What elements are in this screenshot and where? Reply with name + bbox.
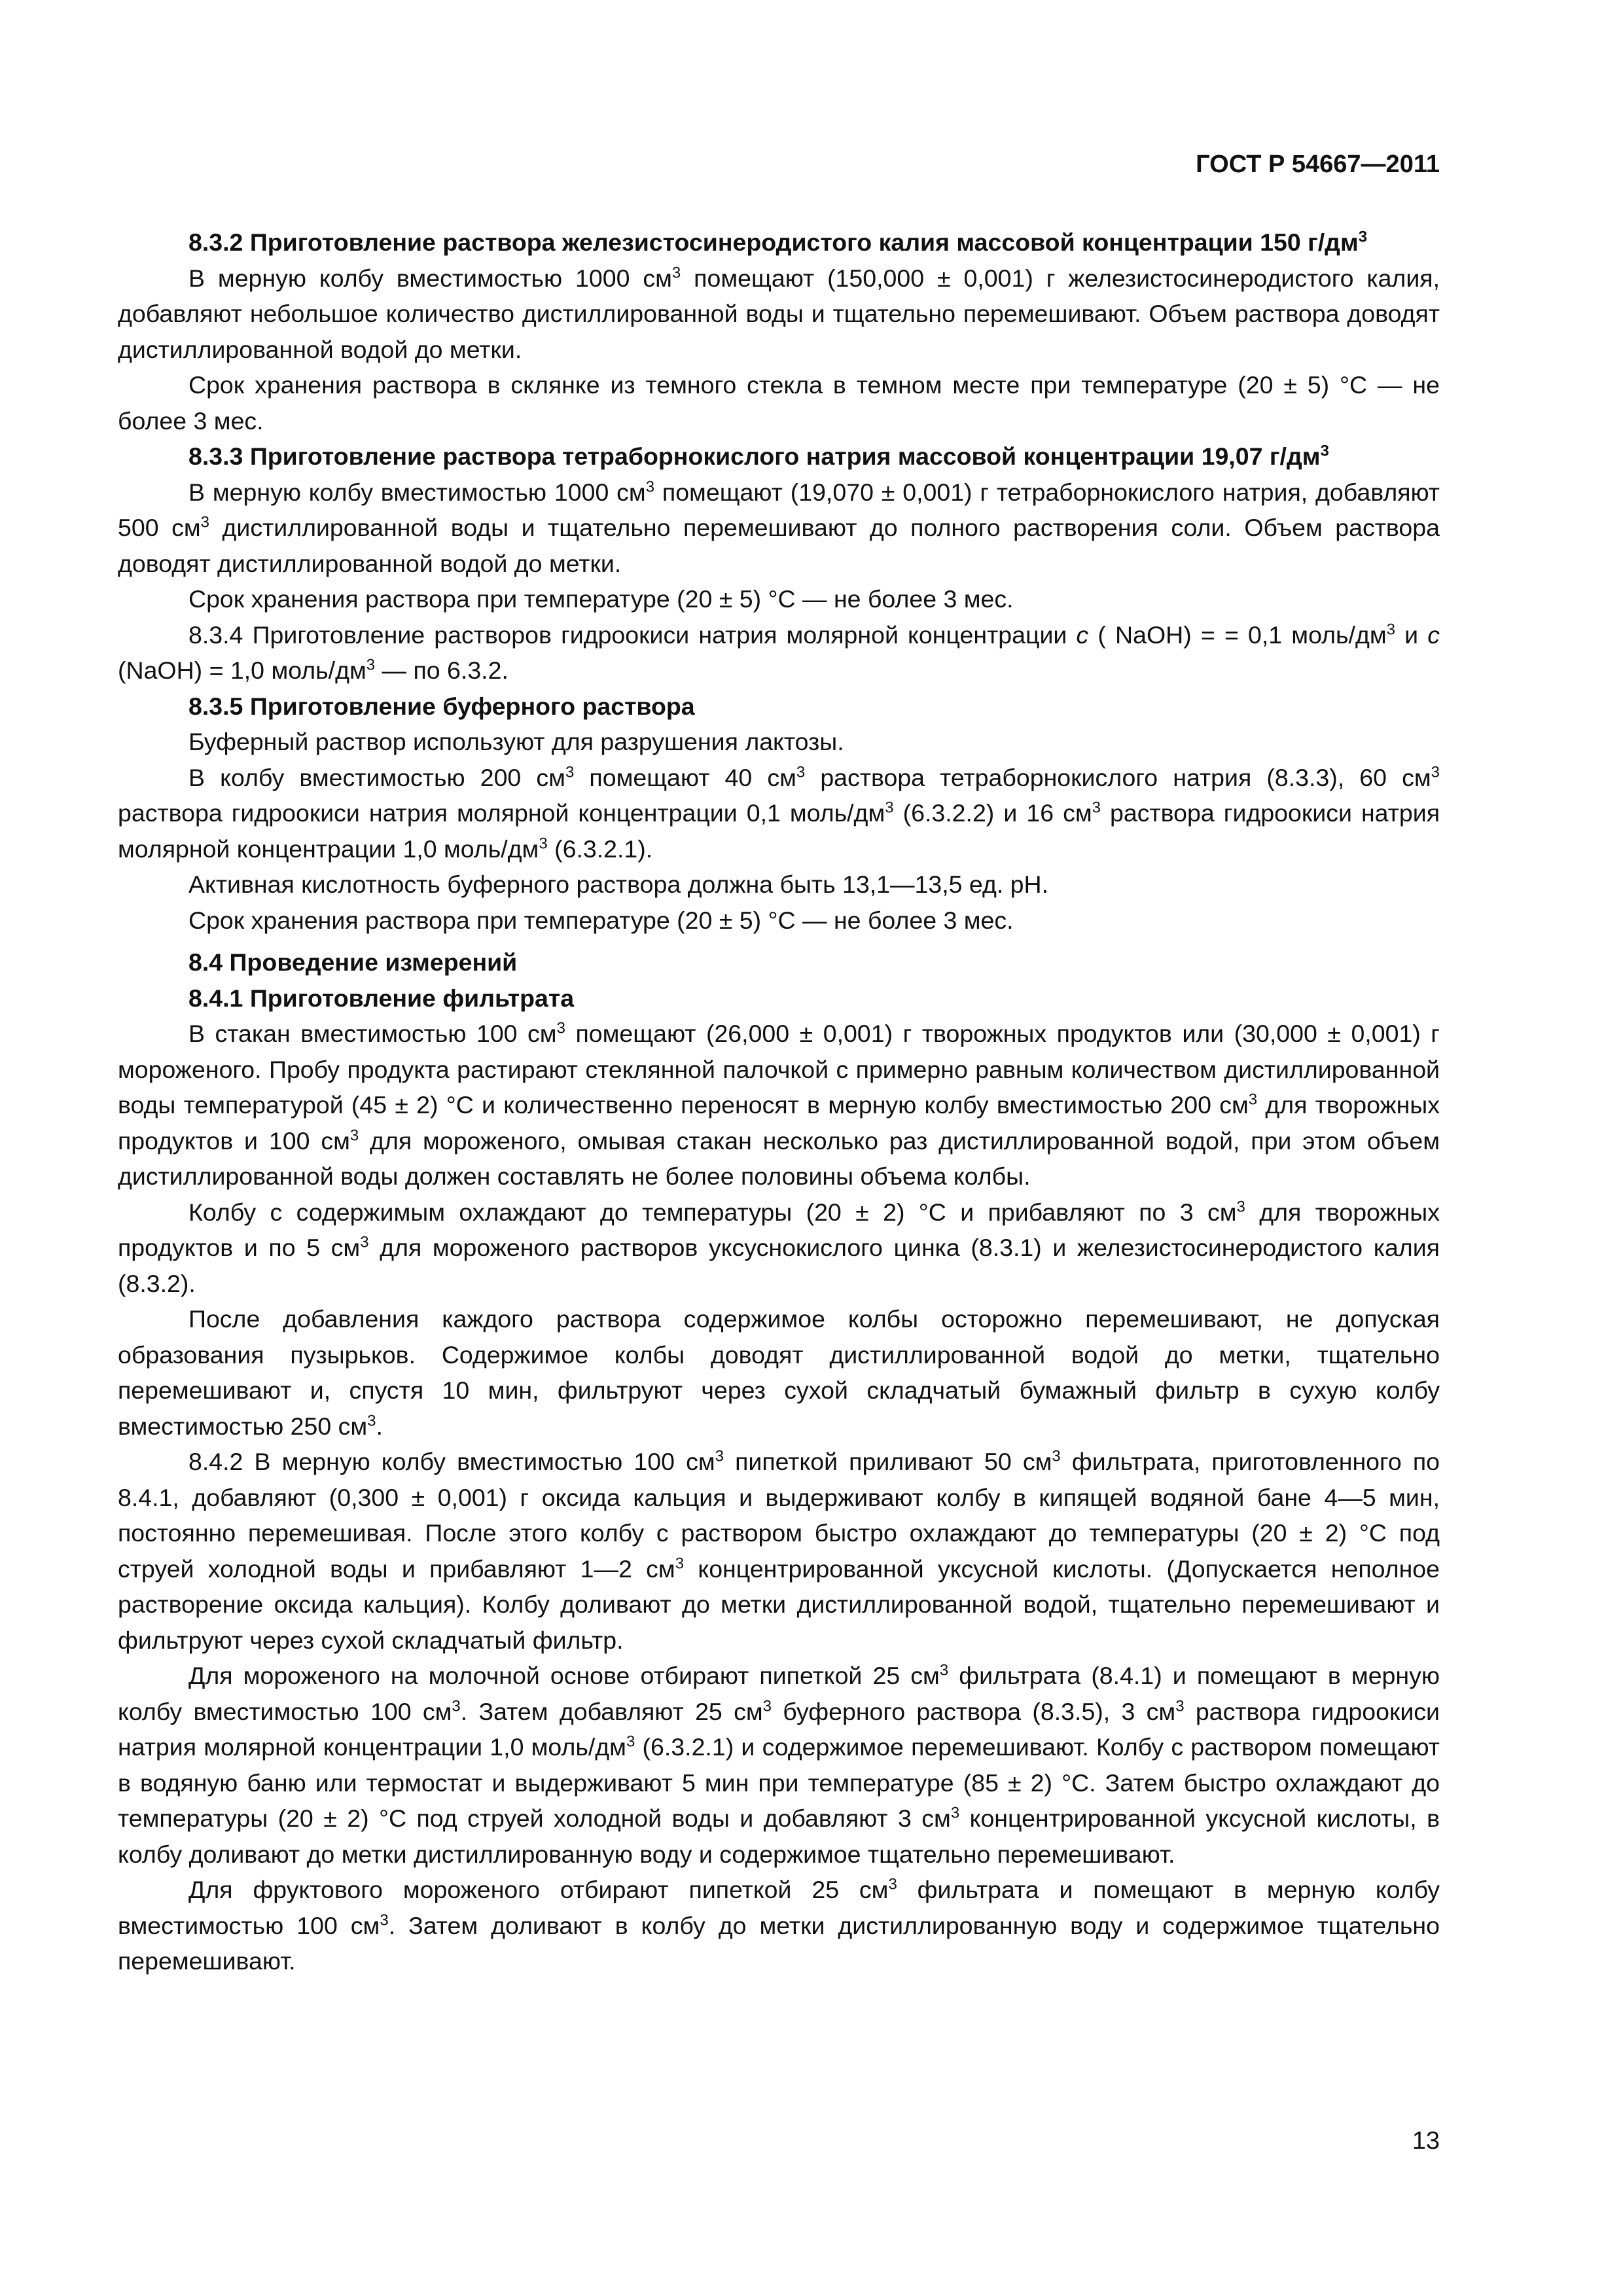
paragraph: После добавления каждого раствора содержимое колбы осторожно перемешивают, не допуская образования пузырьков. Содержимое колбы доводят дистиллированной водой до метки, тщательно перемешивают и, спустя 10 мин, фильтруют через сухой складчатый бумажный фильтр в сухую колбу вместимостью 250 $см^3$. <box>118 1305 1440 1440</box>
document-page <box>118 151 1440 1979</box>
paragraph: Буферный раствор используют для разрушения лактозы. <box>188 728 844 755</box>
paragraph: В мерную колбу вместимостью 1000 $см^3$ помещают (150,000 ± 0,001) г железистосинеродистого калия, добавляют небольшое количество дистиллированной воды и тщательно перемешивают. Объем раствора доводят дистиллированной водой до метки. <box>118 264 1440 363</box>
paragraph: 8.3.4 Приготовление растворов гидроокиси натрия молярной концентрации с ( NaOH) = = 0,1 моль/$дм^3$ и с (NaOH) = 1,0 моль/$дм^3$ — по 6.3.2. <box>118 620 1440 684</box>
paragraph: Активная кислотность буферного раствора должна быть 13,1—13,5 ед. рН. <box>188 870 1049 898</box>
paragraph: В мерную колбу вместимостью 1000 $см^3$ помещают (19,070 ± 0,001) г тетраборнокислого натрия, добавляют 500 $см^3$ дистиллированной воды и тщательно перемешивают до полного растворения соли. Объем раствора доводят дистиллированной водой до метки. <box>118 478 1440 577</box>
paragraph: 8.4.2 В мерную колбу вместимостью 100 $см^3$ пипеткой приливают 50 $см^3$ фильтрата, приготовленного по 8.4.1, добавляют (0,300 ± 0,001) г оксида кальция и выдерживают колбу в кипящей водяной бане 4—5 мин, постоянно перемешивая. После этого колбу с раствором быстро охлаждают до температуры (20 ± 2) °С под струей холодной воды и прибавляют 1—2 $см^3$ концентрированной уксусной кислоты. (Допускается неполное растворение оксида кальция). Колбу доливают до метки дистиллированной водой, тщательно перемешивают и фильтруют через сухой складчатый фильтр. <box>118 1447 1440 1654</box>
page-number: 13 <box>1412 2127 1440 2155</box>
paragraph: Срок хранения раствора при температуре (20 ± 5) °С — не более 3 мес. <box>188 585 1014 613</box>
paragraph: Для фруктового мороженого отбирают пипеткой 25 $см^3$ фильтрата и помещают в мерную колбу вместимостью 100 $см^3$. Затем доливают в колбу до метки дистиллированную воду и содержимое тщательно перемешивают. <box>118 1875 1440 1975</box>
section-heading: 8.3.3 Приготовление раствора тетраборнокислого натрия массовой концентрации 19,07 $г/дм^3$ <box>188 442 1329 470</box>
paragraph: В стакан вместимостью 100 $см^3$ помещают (26,000 ± 0,001) г творожных продуктов или (30,000 ± 0,001) г мороженого. Пробу продукта растирают стеклянной палочкой с примерно равным количеством дистиллированной воды температурой (45 ± 2) °С и количественно переносят в мерную колбу вместимостью 200 $см^3$ для творожных продуктов и 100 $см^3$ для мороженого, омывая стакан несколько раз дистиллированной водой, при этом объем дистиллированной воды должен составлять не более половины объема колбы. <box>118 1019 1440 1190</box>
paragraph: Срок хранения раствора при температуре (20 ± 5) °С — не более 3 мес. <box>188 906 1014 934</box>
document-header: ГОСТ Р 54667—2011 <box>1196 151 1440 178</box>
paragraph: В колбу вместимостью 200 $см^3$ помещают 40 $см^3$ раствора тетраборнокислого натрия (8.3.3), 60 $см^3$ раствора гидроокиси натрия молярной концентрации 0,1 моль/$дм^3$ (6.3.2.2) и 16 $см^3$ раствора гидроокиси натрия молярной концентрации 1,0 моль/$дм^3$ (6.3.2.1). <box>118 763 1440 863</box>
section-heading: 8.4 Проведение измерений <box>188 948 518 976</box>
section-heading: 8.3.5 Приготовление буферного раствора <box>188 692 695 720</box>
section-heading: 8.3.2 Приготовление раствора железистосинеродистого калия массовой концентрации 150 $г/дм^3$ <box>188 228 1368 256</box>
paragraph: Для мороженого на молочной основе отбирают пипеткой 25 $см^3$ фильтрата (8.4.1) и помещают в мерную колбу вместимостью 100 $см^3$. Затем добавляют 25 $см^3$ буферного раствора (8.3.5), 3 $см^3$ раствора гидроокиси натрия молярной концентрации 1,0 моль/$дм^3$ (6.3.2.1) и содержимое перемешивают. Колбу с раствором помещают в водяную баню или термостат и выдерживают 5 мин при температуре (85 ± 2) °С. Затем быстро охлаждают до температуры (20 ± 2) °С под струей холодной воды и добавляют 3 $см^3$ концентрированной уксусной кислоты, в колбу доливают до метки дистиллированную воду и содержимое тщательно перемешивают. <box>118 1661 1440 1868</box>
paragraph: Колбу с содержимым охлаждают до температуры (20 ± 2) °С и прибавляют по 3 $см^3$ для творожных продуктов и по 5 $см^3$ для мороженого растворов уксуснокислого цинка (8.3.1) и железистосинеродистого калия (8.3.2). <box>118 1198 1440 1297</box>
document-body <box>118 224 1440 1979</box>
paragraph: Срок хранения раствора в склянке из темного стекла в темном месте при температуре (20 ± 5) °С — не более 3 мес. <box>118 371 1440 435</box>
section-heading: 8.4.1 Приготовление фильтрата <box>188 984 575 1012</box>
